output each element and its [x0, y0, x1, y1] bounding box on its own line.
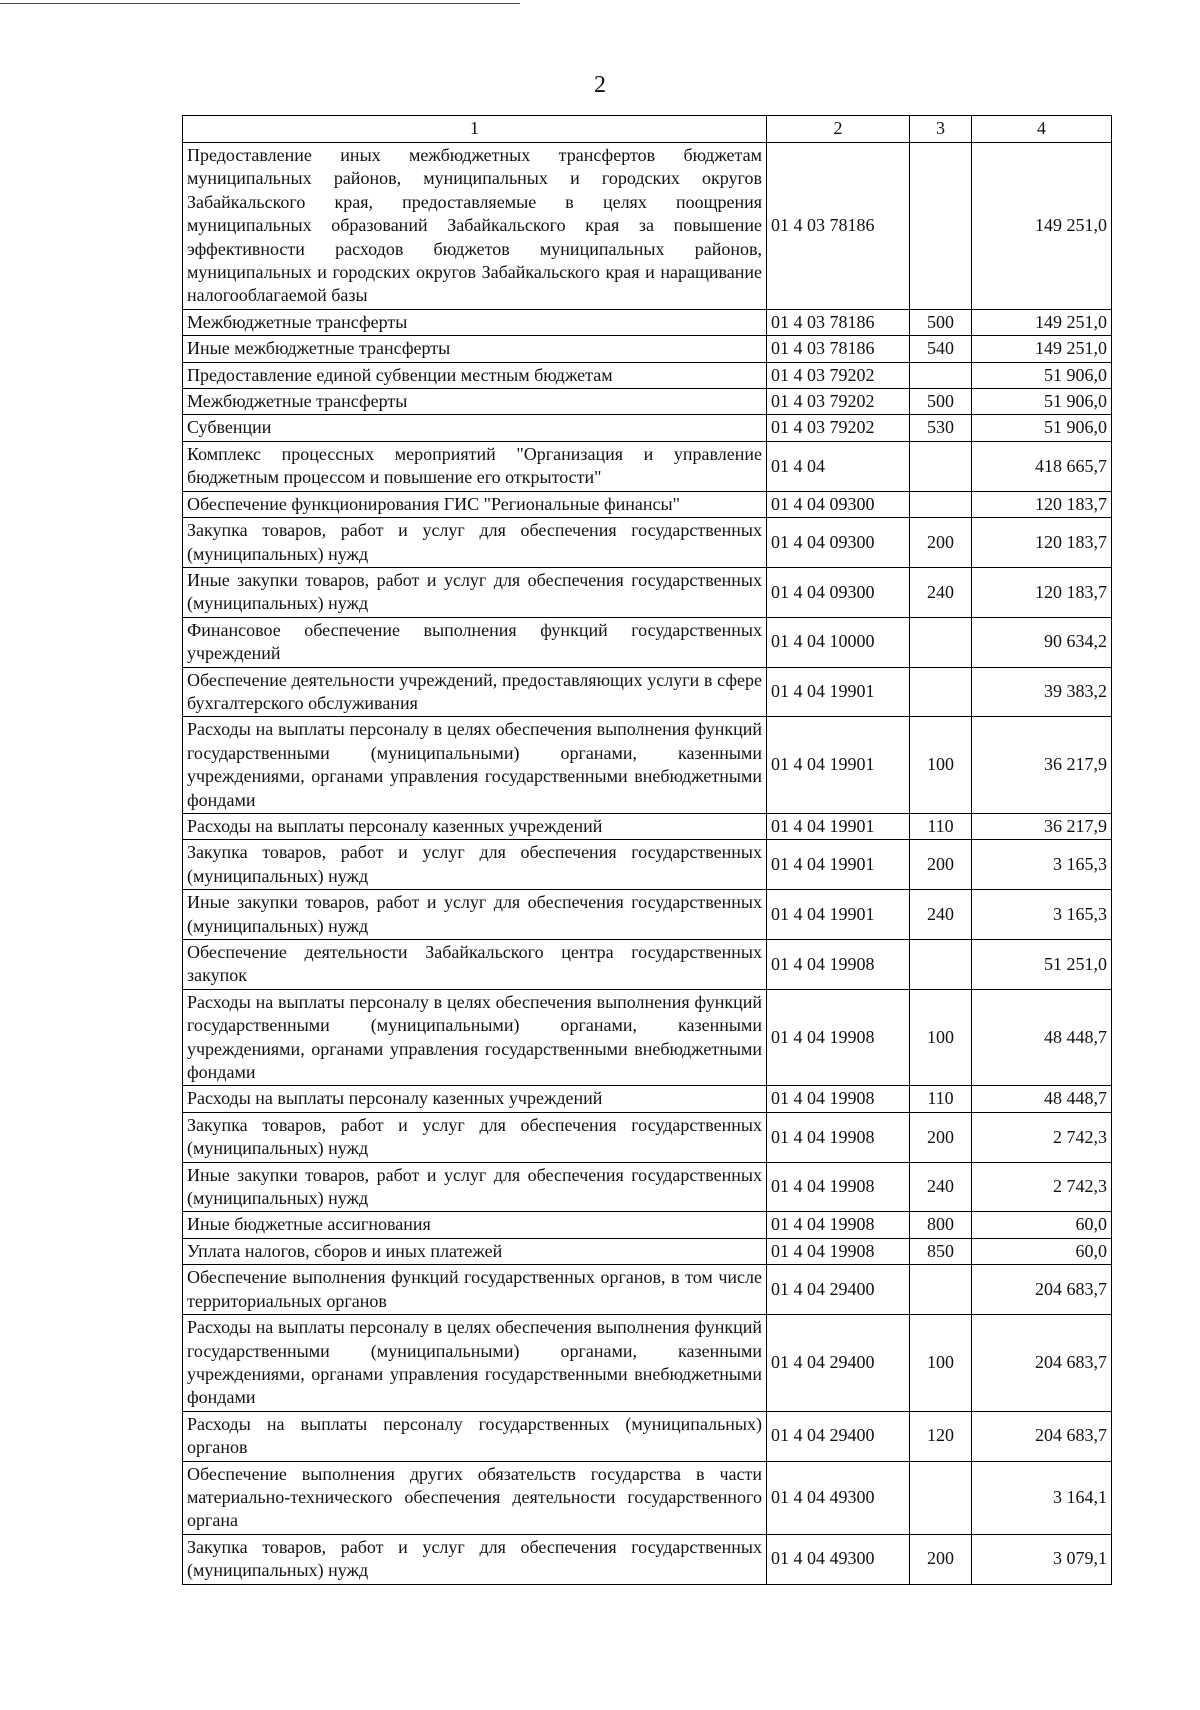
row-name: Обеспечение функционирования ГИС "Региональные финансы" — [183, 491, 767, 517]
row-expense-type: 100 — [910, 1315, 972, 1412]
row-name: Закупка товаров, работ и услуг для обеспечения государственных (муниципальных) нужд — [183, 840, 767, 890]
table-row — [183, 667, 1112, 717]
table-row — [183, 1265, 1112, 1315]
row-sum: 120 183,7 — [972, 491, 1112, 517]
table-row — [183, 362, 1112, 388]
row-code: 01 4 04 29400 — [767, 1315, 910, 1412]
row-expense-type: 240 — [910, 1162, 972, 1212]
table-row — [183, 940, 1112, 990]
page-number: 2 — [594, 72, 606, 98]
row-name: Расходы на выплаты персоналу казенных учреждений — [183, 813, 767, 839]
row-expense-type: 110 — [910, 1086, 972, 1112]
table-row — [183, 143, 1112, 310]
table-row — [183, 1461, 1112, 1534]
table-row — [183, 1112, 1112, 1162]
row-name: Закупка товаров, работ и услуг для обеспечения государственных (муниципальных) нужд — [183, 1112, 767, 1162]
row-expense-type: 100 — [910, 989, 972, 1086]
row-name: Комплекс процессных мероприятий "Организация и управление бюджетным процессом и повышение его открытости" — [183, 441, 767, 491]
row-sum: 48 448,7 — [972, 989, 1112, 1086]
row-name: Расходы на выплаты персоналу в целях обеспечения выполнения функций государственными (муниципальными) органами, казенными учреждениями, органами управления государственными внебюджетными фондами — [183, 717, 767, 814]
row-sum: 48 448,7 — [972, 1086, 1112, 1112]
row-code: 01 4 04 19908 — [767, 1112, 910, 1162]
row-name: Субвенции — [183, 415, 767, 441]
row-code: 01 4 04 49300 — [767, 1461, 910, 1534]
row-code: 01 4 03 79202 — [767, 389, 910, 415]
table-row — [183, 567, 1112, 617]
row-sum: 149 251,0 — [972, 336, 1112, 362]
row-code: 01 4 04 19901 — [767, 840, 910, 890]
table-row — [183, 389, 1112, 415]
row-expense-type — [910, 441, 972, 491]
row-expense-type — [910, 667, 972, 717]
row-code: 01 4 04 10000 — [767, 617, 910, 667]
row-expense-type: 120 — [910, 1411, 972, 1461]
table-row — [183, 1411, 1112, 1461]
row-sum: 51 906,0 — [972, 362, 1112, 388]
table-row — [183, 518, 1112, 568]
table-row — [183, 1086, 1112, 1112]
table-row — [183, 717, 1112, 814]
row-name: Закупка товаров, работ и услуг для обеспечения государственных (муниципальных) нужд — [183, 518, 767, 568]
row-name: Обеспечение выполнения функций государственных органов, в том числе территориальных органов — [183, 1265, 767, 1315]
row-sum: 204 683,7 — [972, 1265, 1112, 1315]
row-sum: 3 165,3 — [972, 890, 1112, 940]
row-sum: 3 165,3 — [972, 840, 1112, 890]
row-name: Иные закупки товаров, работ и услуг для обеспечения государственных (муниципальных) нужд — [183, 890, 767, 940]
row-sum: 149 251,0 — [972, 143, 1112, 310]
row-name: Иные закупки товаров, работ и услуг для обеспечения государственных (муниципальных) нужд — [183, 1162, 767, 1212]
row-sum: 3 079,1 — [972, 1534, 1112, 1584]
row-code: 01 4 03 78186 — [767, 309, 910, 335]
table-row — [183, 617, 1112, 667]
row-expense-type: 800 — [910, 1212, 972, 1238]
row-name: Уплата налогов, сборов и иных платежей — [183, 1238, 767, 1264]
row-name: Закупка товаров, работ и услуг для обеспечения государственных (муниципальных) нужд — [183, 1534, 767, 1584]
row-name: Расходы на выплаты персоналу казенных учреждений — [183, 1086, 767, 1112]
row-expense-type: 500 — [910, 309, 972, 335]
row-code: 01 4 04 19908 — [767, 1212, 910, 1238]
row-expense-type: 540 — [910, 336, 972, 362]
row-name: Расходы на выплаты персоналу государственных (муниципальных) органов — [183, 1411, 767, 1461]
row-sum: 60,0 — [972, 1212, 1112, 1238]
table-row — [183, 1212, 1112, 1238]
row-sum: 3 164,1 — [972, 1461, 1112, 1534]
row-sum: 39 383,2 — [972, 667, 1112, 717]
row-name: Расходы на выплаты персоналу в целях обеспечения выполнения функций государственными (муниципальными) органами, казенными учреждениями, органами управления государственными внебюджетными фондами — [183, 989, 767, 1086]
row-sum: 51 906,0 — [972, 389, 1112, 415]
row-code: 01 4 04 19908 — [767, 940, 910, 990]
row-code: 01 4 04 29400 — [767, 1265, 910, 1315]
table-row — [183, 441, 1112, 491]
row-code: 01 4 04 19901 — [767, 890, 910, 940]
row-name: Финансовое обеспечение выполнения функций государственных учреждений — [183, 617, 767, 667]
row-expense-type: 530 — [910, 415, 972, 441]
table-row — [183, 1162, 1112, 1212]
row-code: 01 4 04 19908 — [767, 989, 910, 1086]
row-sum: 51 251,0 — [972, 940, 1112, 990]
row-expense-type: 200 — [910, 1112, 972, 1162]
row-name: Иные бюджетные ассигнования — [183, 1212, 767, 1238]
row-name: Обеспечение деятельности Забайкальского центра государственных закупок — [183, 940, 767, 990]
table-row — [183, 813, 1112, 839]
table-header-row — [183, 116, 1112, 143]
scan-top-line — [0, 3, 520, 4]
table-body — [183, 143, 1112, 1585]
row-sum: 204 683,7 — [972, 1315, 1112, 1412]
row-expense-type: 240 — [910, 890, 972, 940]
row-expense-type: 240 — [910, 567, 972, 617]
header-col-1: 1 — [183, 116, 767, 143]
row-expense-type — [910, 940, 972, 990]
table-row — [183, 1238, 1112, 1264]
row-code: 01 4 03 79202 — [767, 415, 910, 441]
table-row — [183, 890, 1112, 940]
row-name: Предоставление иных межбюджетных трансфертов бюджетам муниципальных районов, муниципальных и городских округов Забайкальского края, предоставляемые в целях поощрения муниципальных образований Забайкальского края за повышение эффективности расходов бюджетов муниципальных районов, муниципальных и городских округов Забайкальского края и наращивание налогооблагаемой базы — [183, 143, 767, 310]
row-code: 01 4 03 79202 — [767, 362, 910, 388]
row-sum: 60,0 — [972, 1238, 1112, 1264]
row-name: Межбюджетные трансферты — [183, 389, 767, 415]
row-code: 01 4 04 49300 — [767, 1534, 910, 1584]
row-sum: 149 251,0 — [972, 309, 1112, 335]
header-col-3: 3 — [910, 116, 972, 143]
row-expense-type: 110 — [910, 813, 972, 839]
table-row — [183, 840, 1112, 890]
row-name: Иные закупки товаров, работ и услуг для обеспечения государственных (муниципальных) нужд — [183, 567, 767, 617]
table-row — [183, 491, 1112, 517]
row-sum: 120 183,7 — [972, 518, 1112, 568]
row-sum: 90 634,2 — [972, 617, 1112, 667]
row-code: 01 4 04 09300 — [767, 518, 910, 568]
row-name: Обеспечение деятельности учреждений, предоставляющих услуги в сфере бухгалтерского обслуживания — [183, 667, 767, 717]
row-name: Межбюджетные трансферты — [183, 309, 767, 335]
table-row — [183, 1315, 1112, 1412]
row-code: 01 4 04 19901 — [767, 813, 910, 839]
row-expense-type: 200 — [910, 840, 972, 890]
row-code: 01 4 04 19908 — [767, 1162, 910, 1212]
row-code: 01 4 04 29400 — [767, 1411, 910, 1461]
row-expense-type: 200 — [910, 518, 972, 568]
table-row — [183, 309, 1112, 335]
table-row — [183, 989, 1112, 1086]
row-sum: 51 906,0 — [972, 415, 1112, 441]
row-expense-type: 100 — [910, 717, 972, 814]
row-expense-type — [910, 617, 972, 667]
row-code: 01 4 04 19901 — [767, 667, 910, 717]
table-row — [183, 1534, 1112, 1584]
row-name: Предоставление единой субвенции местным бюджетам — [183, 362, 767, 388]
row-expense-type — [910, 362, 972, 388]
row-code: 01 4 04 09300 — [767, 567, 910, 617]
row-code: 01 4 03 78186 — [767, 143, 910, 310]
row-sum: 418 665,7 — [972, 441, 1112, 491]
row-name: Обеспечение выполнения других обязательств государства в части материально-технического обеспечения деятельности государственного органа — [183, 1461, 767, 1534]
row-sum: 2 742,3 — [972, 1162, 1112, 1212]
row-code: 01 4 04 19908 — [767, 1238, 910, 1264]
table-row — [183, 336, 1112, 362]
header-col-2: 2 — [767, 116, 910, 143]
row-sum: 204 683,7 — [972, 1411, 1112, 1461]
row-code: 01 4 04 19901 — [767, 717, 910, 814]
row-expense-type: 850 — [910, 1238, 972, 1264]
header-col-4: 4 — [972, 116, 1112, 143]
row-code: 01 4 04 19908 — [767, 1086, 910, 1112]
row-sum: 36 217,9 — [972, 813, 1112, 839]
row-expense-type: 200 — [910, 1534, 972, 1584]
row-expense-type — [910, 491, 972, 517]
row-expense-type: 500 — [910, 389, 972, 415]
row-code: 01 4 04 — [767, 441, 910, 491]
budget-table — [182, 115, 1112, 1585]
table-row — [183, 415, 1112, 441]
row-sum: 36 217,9 — [972, 717, 1112, 814]
row-expense-type — [910, 143, 972, 310]
row-code: 01 4 04 09300 — [767, 491, 910, 517]
row-sum: 120 183,7 — [972, 567, 1112, 617]
row-code: 01 4 03 78186 — [767, 336, 910, 362]
row-name: Расходы на выплаты персоналу в целях обеспечения выполнения функций государственными (муниципальными) органами, казенными учреждениями, органами управления государственными внебюджетными фондами — [183, 1315, 767, 1412]
row-name: Иные межбюджетные трансферты — [183, 336, 767, 362]
row-sum: 2 742,3 — [972, 1112, 1112, 1162]
row-expense-type — [910, 1461, 972, 1534]
row-expense-type — [910, 1265, 972, 1315]
